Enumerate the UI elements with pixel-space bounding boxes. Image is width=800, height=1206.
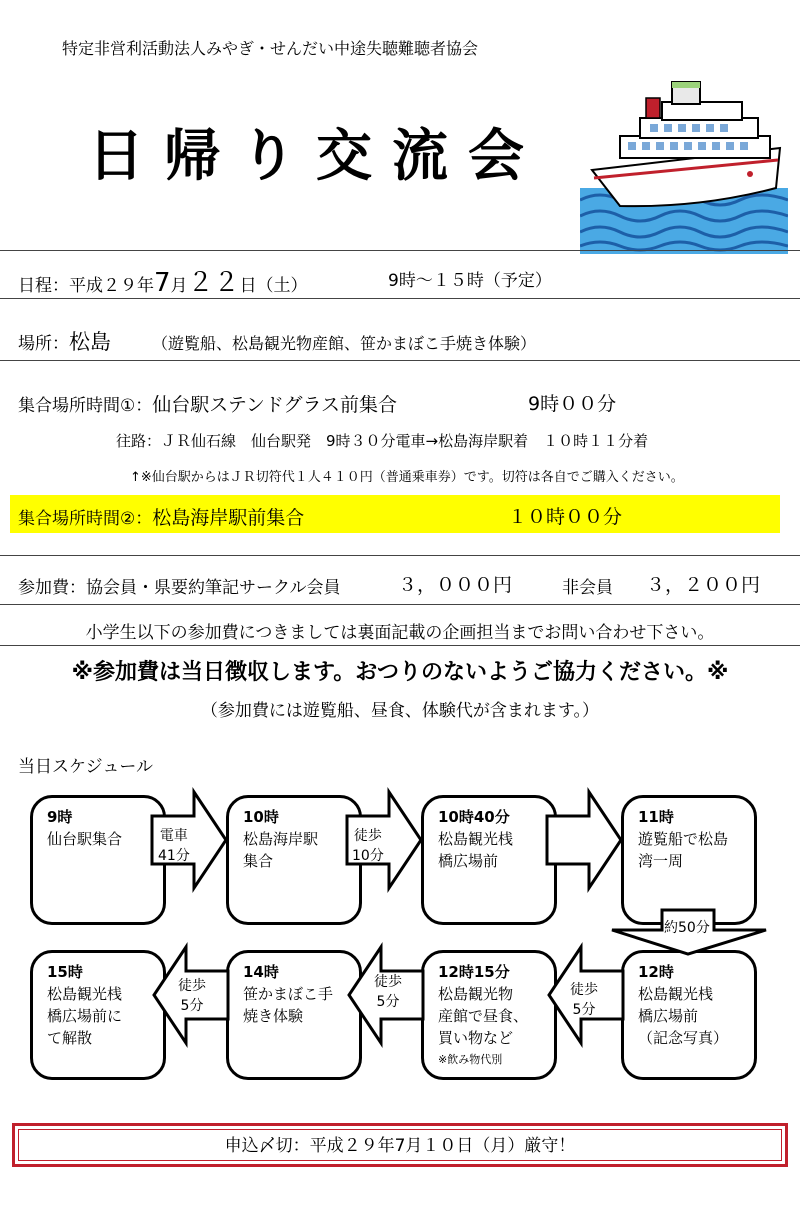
step-text: 産館で昼食、 xyxy=(438,1007,529,1025)
step-text: 湾一周 xyxy=(638,852,684,870)
meeting2-line xyxy=(18,503,304,530)
step-time: 14時 xyxy=(243,963,279,981)
transition-5-label xyxy=(570,980,598,1020)
schedule-step-3 xyxy=(421,795,557,925)
fee-nonmember-price: ３，２００円 xyxy=(646,574,761,596)
step-text: 笹かまぼこ手 xyxy=(243,985,334,1003)
step-text: 焼き体験 xyxy=(243,1007,304,1025)
deadline-text: 申込〆切：平成２９年7月１０日（月）厳守！ xyxy=(18,1129,782,1161)
step-text: 橋広場前 xyxy=(638,1007,699,1025)
date-line xyxy=(18,262,308,299)
step-time: 12時 xyxy=(638,963,674,981)
fee-line xyxy=(18,573,341,598)
date-label: 日程：平成２９年 xyxy=(18,276,154,296)
step-text: 遊覧船で松島 xyxy=(638,830,729,848)
place-label: 場所： xyxy=(18,334,69,354)
schedule-step-6 xyxy=(421,950,557,1080)
fee-included-note: （参加費には遊覧船、昼食、体験代が含まれます。） xyxy=(200,701,600,721)
date-day-unit: 日（土） xyxy=(239,276,308,296)
schedule-step-8 xyxy=(30,950,166,1080)
meeting2-place: 松島海岸駅前集合 xyxy=(152,507,305,529)
step-text: 集合 xyxy=(243,852,274,870)
step-note: ※飲み物代別 xyxy=(438,1053,503,1066)
step-time: 11時 xyxy=(638,808,674,826)
step-text: 松島観光桟 xyxy=(638,985,714,1003)
step-text: 買い物など xyxy=(438,1029,514,1047)
fee-collect-note: ※参加費は当日徴収します。おつりのないようご協力ください。※ xyxy=(71,660,729,685)
transition-text: 5分 xyxy=(180,998,204,1014)
transition-text: 徒歩 xyxy=(570,982,598,998)
meeting2-label: 集合場所時間②： xyxy=(18,509,153,529)
transition-4-label xyxy=(664,918,710,938)
step-text: 松島観光物 xyxy=(438,985,514,1003)
fee-nonmember-label: 非会員 xyxy=(562,578,613,598)
meeting1-place: 仙台駅ステンドグラス前集合 xyxy=(152,394,397,416)
organization-name: 特定非営利活動法人みやぎ・せんだい中途失聴難聴者協会 xyxy=(62,39,479,58)
children-fee-note: 小学生以下の参加費につきましては裏面記載の企画担当までお問い合わせ下さい。 xyxy=(85,623,715,643)
fee-member-price: ３，０００円 xyxy=(398,574,513,596)
step-time: 15時 xyxy=(47,963,83,981)
transition-7-label xyxy=(178,976,206,1016)
meeting2-time: １０時００分 xyxy=(508,506,623,528)
fee-label: 参加費：協会員・県要約筆記サークル会員 xyxy=(18,578,341,598)
transition-text: 徒歩 xyxy=(178,978,206,994)
step-text: 松島観光桟 xyxy=(438,830,514,848)
schedule-step-4 xyxy=(621,795,757,925)
schedule-step-5 xyxy=(621,950,757,1080)
place-detail: （遊覧船、松島観光物産館、笹かまぼこ手焼き体験） xyxy=(152,334,537,353)
date-month: 7 xyxy=(154,268,171,298)
page-title: 日帰り交流会 xyxy=(88,124,544,189)
transition-text: 約50分 xyxy=(664,920,710,936)
schedule-step-7 xyxy=(226,950,362,1080)
step-text: 橋広場前に xyxy=(47,1007,123,1025)
meeting1-line xyxy=(18,390,397,417)
step-text: て解散 xyxy=(47,1029,93,1047)
transition-text: 5分 xyxy=(572,1002,596,1018)
transition-6-label xyxy=(374,972,402,1012)
cruise-ship-icon xyxy=(580,78,788,254)
transition-text: 徒歩 xyxy=(353,828,382,844)
transition-2-label xyxy=(352,826,384,866)
place-name: 松島 xyxy=(69,330,111,354)
step-time: 12時15分 xyxy=(438,963,510,981)
transition-text: 5分 xyxy=(376,994,400,1010)
place-line xyxy=(18,326,111,356)
transition-text: 10分 xyxy=(352,848,384,864)
step-time: 9時 xyxy=(47,808,73,826)
transition-text: 41分 xyxy=(158,848,190,864)
transition-text: 電車 xyxy=(159,828,188,844)
date-month-unit: 月 xyxy=(170,276,188,296)
meeting1-time: 9時００分 xyxy=(528,393,617,415)
step-text: 仙台駅集合 xyxy=(47,830,123,848)
schedule-step-1 xyxy=(30,795,166,925)
date-time: 9時～１５時（予定） xyxy=(388,271,552,291)
step-text: 橋広場前 xyxy=(438,852,499,870)
arrow-right-icon xyxy=(545,790,625,890)
step-time: 10時 xyxy=(243,808,279,826)
schedule-step-2 xyxy=(226,795,362,925)
transition-1-label xyxy=(158,826,190,866)
step-time: 10時40分 xyxy=(438,808,510,826)
meeting1-note: ↑※仙台駅からはＪＲ切符代１人４１０円（普通乗車券）です。切符は各自でご購入ください。 xyxy=(130,470,684,485)
step-text: 松島海岸駅 xyxy=(243,830,319,848)
schedule-heading: 当日スケジュール xyxy=(18,757,153,777)
date-day: ２２ xyxy=(187,268,240,298)
step-text: 松島観光桟 xyxy=(47,985,123,1003)
meeting1-route: 往路：ＪＲ仙石線 仙台駅発 9時３０分電車→松島海岸駅着 １０時１１分着 xyxy=(116,432,649,450)
transition-text: 徒歩 xyxy=(374,974,402,990)
deadline-box xyxy=(12,1123,788,1167)
step-text: （記念写真） xyxy=(638,1029,729,1047)
meeting1-label: 集合場所時間①： xyxy=(18,396,153,416)
